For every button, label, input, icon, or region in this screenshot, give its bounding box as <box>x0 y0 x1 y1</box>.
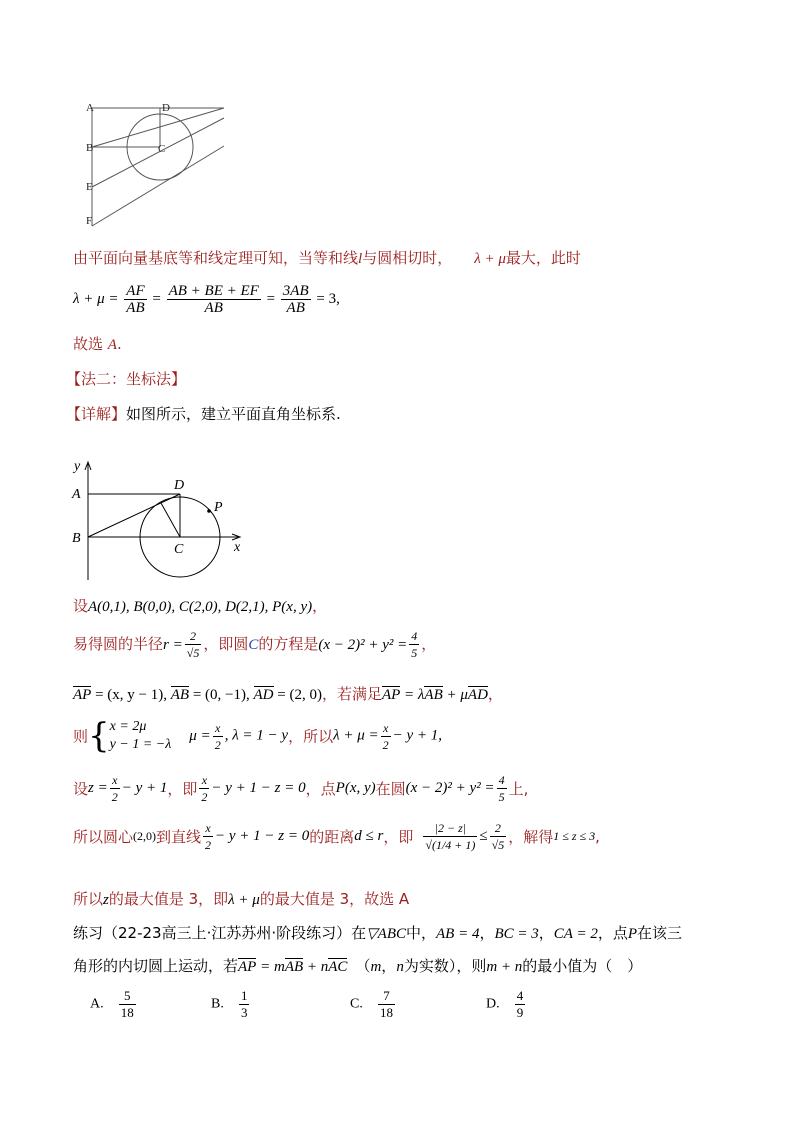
frac-num: 2 <box>490 820 507 837</box>
text-seg: . <box>116 335 122 353</box>
text-seg: ，即圆 <box>203 635 249 653</box>
option-letter: A. <box>90 996 104 1012</box>
answer-letter: A <box>107 337 117 353</box>
frac-num: 4 <box>498 773 505 787</box>
label-B: B <box>86 142 94 154</box>
text-seg: ， <box>479 924 495 942</box>
math-m-plus-n: m + n <box>486 959 523 975</box>
text-seg: 练习（22-23高三上·江苏苏州·阶段练习）在 <box>73 924 367 942</box>
text-seg: ， <box>538 924 554 942</box>
frac-den: 18 <box>379 1005 393 1020</box>
frac-den: 2 <box>382 737 389 752</box>
detail-tag: 【详解】 <box>66 405 127 423</box>
label-D: D <box>174 478 185 493</box>
math-P: P(x, y) <box>335 780 376 796</box>
text-seg: 的距离 <box>309 828 355 846</box>
frac-den: 18 <box>120 1005 134 1020</box>
vector-AP: AP <box>73 687 92 703</box>
exercise-line-2 <box>73 955 642 976</box>
math-lm: λ + μ <box>228 892 260 908</box>
detail-line <box>66 403 341 424</box>
math-center: (2,0) <box>133 829 157 843</box>
label-A: A <box>86 102 94 114</box>
distance-line <box>73 820 600 853</box>
math-circle-eq: (x − 2)² + y² = <box>405 780 495 796</box>
frac-num: x <box>381 720 391 737</box>
text-seg: 故选 <box>73 335 104 353</box>
frac-den: 5 <box>411 646 418 660</box>
frac-num: AB + BE + EF <box>168 283 259 299</box>
math-C: C <box>248 637 259 653</box>
math-ab: AB = 4 <box>436 926 480 942</box>
text-seg: 中， <box>406 924 437 942</box>
vector-AB: AB <box>170 687 190 703</box>
math-plus: + n <box>306 959 329 975</box>
label-C: C <box>174 542 184 557</box>
detail-text: 如图所示，建立平面直角坐标系. <box>126 405 341 423</box>
text-seg: 在该三 <box>637 924 683 942</box>
vector-AD: AD <box>467 687 488 703</box>
text-seg: 到直线 <box>156 828 202 846</box>
label-F: F <box>86 215 93 227</box>
math-P: P <box>627 926 638 942</box>
diagram-equal-sum-lines <box>80 98 240 230</box>
label-C: C <box>158 143 166 155</box>
math-lm: λ + μ = <box>333 727 379 744</box>
vector-AB: AB <box>424 687 443 703</box>
frac-num: 2 <box>185 628 202 645</box>
frac-num: 1 <box>240 988 248 1003</box>
text-seg: 与圆相切时， <box>362 249 453 267</box>
frac-num: AF <box>126 283 145 299</box>
frac-num: 3AB <box>282 283 309 299</box>
text-seg: 角形的内切圆上运动，若 <box>73 957 239 975</box>
frac-den: 9 <box>516 1005 524 1020</box>
label-P: P <box>214 500 223 515</box>
frac-den: AB <box>126 300 145 316</box>
frac-num: x <box>199 772 209 789</box>
text-seg: ，若满足 <box>321 685 382 703</box>
option-B[interactable] <box>211 988 251 1021</box>
text-seg: ， <box>487 685 503 703</box>
text-seg: （ <box>355 957 371 975</box>
label-E: E <box>86 181 93 193</box>
math-r: r = <box>163 637 183 653</box>
system-eq-1: x = 2μ <box>109 719 147 734</box>
text-seg: 最大，此时 <box>505 249 581 267</box>
text-seg: ，即 <box>167 780 198 798</box>
vec-val: = (0, −1), <box>192 687 250 703</box>
system-eq-2: y − 1 = −λ <box>109 737 172 752</box>
text-seg: 设 <box>73 780 89 798</box>
radius-line <box>73 628 436 661</box>
option-letter: B. <box>211 996 224 1012</box>
math-solution: 1 ≤ z ≤ 3 <box>553 829 596 843</box>
vec-val: = (2, 0) <box>277 687 322 703</box>
method-2-heading: 【法二：坐标法】 <box>66 370 187 388</box>
label-D: D <box>162 102 170 114</box>
math-d-le-r: d ≤ r <box>354 828 384 844</box>
text-seg: 在圆 <box>375 780 406 798</box>
vec-val: = (x, y − 1), <box>95 687 167 703</box>
frac-num: 7 <box>378 988 395 1005</box>
set-points-line <box>73 595 327 616</box>
vector-AC: AC <box>328 959 348 975</box>
math-circle-eq: (x − 2)² + y² = <box>318 637 408 653</box>
exercise-line-1 <box>73 922 682 943</box>
math-bc: BC = 3 <box>494 926 539 942</box>
math-tail: − y + 1 <box>121 780 168 796</box>
frac-num: x <box>213 720 223 737</box>
frac-num: 4 <box>411 629 418 643</box>
frac-den: 2 <box>201 790 208 804</box>
option-D[interactable] <box>486 988 527 1021</box>
frac-num: x <box>203 820 213 837</box>
text-seg: 为实数），则 <box>403 957 487 975</box>
text-seg: 的最小值为（ ） <box>522 957 643 975</box>
vector-AP: AP <box>238 959 257 975</box>
math-m: m <box>370 959 382 975</box>
text-seg: 易得圆的半径 <box>73 635 164 653</box>
frac-den: √5 <box>491 838 505 852</box>
math-n: n <box>396 959 404 975</box>
math-lambda-mu: λ + μ <box>474 251 506 267</box>
frac-num: 4 <box>516 988 524 1003</box>
text-seg: 上, <box>508 780 529 798</box>
frac-den: AB <box>204 300 223 316</box>
set-z-line <box>73 772 528 805</box>
frac-den: 5 <box>498 790 505 804</box>
text-seg: 的最大值是 3，故选 A <box>259 890 410 908</box>
final-answer-line <box>73 888 409 909</box>
text-seg: ，解得 <box>508 828 554 846</box>
text-seg: ， <box>421 635 437 653</box>
label-A: A <box>72 487 81 502</box>
text-seg: ，点 <box>597 924 628 942</box>
option-letter: D. <box>486 996 500 1012</box>
math-z: z = <box>88 780 108 796</box>
text-seg: ，点 <box>305 780 336 798</box>
frac-num: |2 − z| <box>423 820 477 837</box>
option-C[interactable] <box>350 988 397 1021</box>
text-seg: ， <box>381 957 397 975</box>
vec-rel: = λ <box>404 687 425 703</box>
text-seg: 的最大值是 3，即 <box>108 890 229 908</box>
text-seg: 则 <box>73 727 89 746</box>
text-seg: ， <box>312 597 328 615</box>
frac-den: 2 <box>214 737 221 752</box>
choose-answer-1 <box>73 333 122 354</box>
math-line-eq: − y + 1 − z = 0 <box>211 780 306 796</box>
math-lambda: , λ = 1 − y <box>224 727 289 744</box>
option-letter: C. <box>350 996 363 1012</box>
math-triangle: ▽ABC <box>366 926 406 942</box>
label-B: B <box>72 531 81 546</box>
text-seg: 所以圆心 <box>73 828 134 846</box>
vector-line <box>73 683 503 704</box>
math-ca: CA = 2 <box>553 926 598 942</box>
text-seg: 所以 <box>73 890 104 908</box>
diagram-coordinate-system <box>66 456 256 586</box>
frac-den: √(1/4 + 1) <box>425 838 476 852</box>
math-l: l <box>358 251 363 267</box>
frac-num: x <box>110 772 120 789</box>
math-le: ≤ <box>479 828 488 844</box>
vec-rel: + μ <box>446 687 468 703</box>
frac-den: 3 <box>240 1005 248 1020</box>
axis-x-label: x <box>234 540 241 555</box>
text-seg: 由平面向量基底等和线定理可知，当等和线 <box>73 249 359 267</box>
option-A[interactable] <box>90 988 138 1021</box>
text-seg: 的方程是 <box>258 635 319 653</box>
text-seg: 设 <box>73 597 89 615</box>
eq-tail: = 3, <box>316 290 340 307</box>
system-line: 则{ x = 2μ y − 1 = −λ μ = $\frac{x}{2}$ , λ = 1 − y，所以λ + μ = $\frac{x}{2}$ − y + 1, <box>73 716 443 756</box>
text-line-1 <box>73 247 581 268</box>
text-seg: ，即 <box>383 828 414 846</box>
frac-den: √5 <box>186 646 200 660</box>
vector-AD: AD <box>253 687 274 703</box>
vector-AB: AB <box>284 959 304 975</box>
frac-den: 2 <box>205 838 212 852</box>
math-line-eq: − y + 1 − z = 0 <box>215 828 310 844</box>
math-eq: = m <box>260 959 285 975</box>
frac-den: 2 <box>111 790 118 804</box>
equation-lambda-mu: λ + μ = $\frac{AF}{AB}$ = $\frac{AB + BE + EF}{AB}$ = $\frac{3AB}{AB}$ = 3, <box>73 283 340 316</box>
axis-y-label: y <box>74 459 81 474</box>
frac-den: AB <box>286 300 305 316</box>
math-z: z <box>103 892 109 908</box>
math-tail: − y + 1, <box>392 727 443 744</box>
text-seg: ，所以 <box>288 727 334 746</box>
math-mu: μ = <box>189 727 211 744</box>
text-seg: , <box>595 827 600 846</box>
frac-num: 5 <box>119 988 136 1005</box>
vector-AP: AP <box>381 687 401 703</box>
eq-lhs: λ + μ = <box>73 290 119 307</box>
math-points: A(0,1), B(0,0), C(2,0), D(2,1), P(x, y) <box>88 599 313 615</box>
